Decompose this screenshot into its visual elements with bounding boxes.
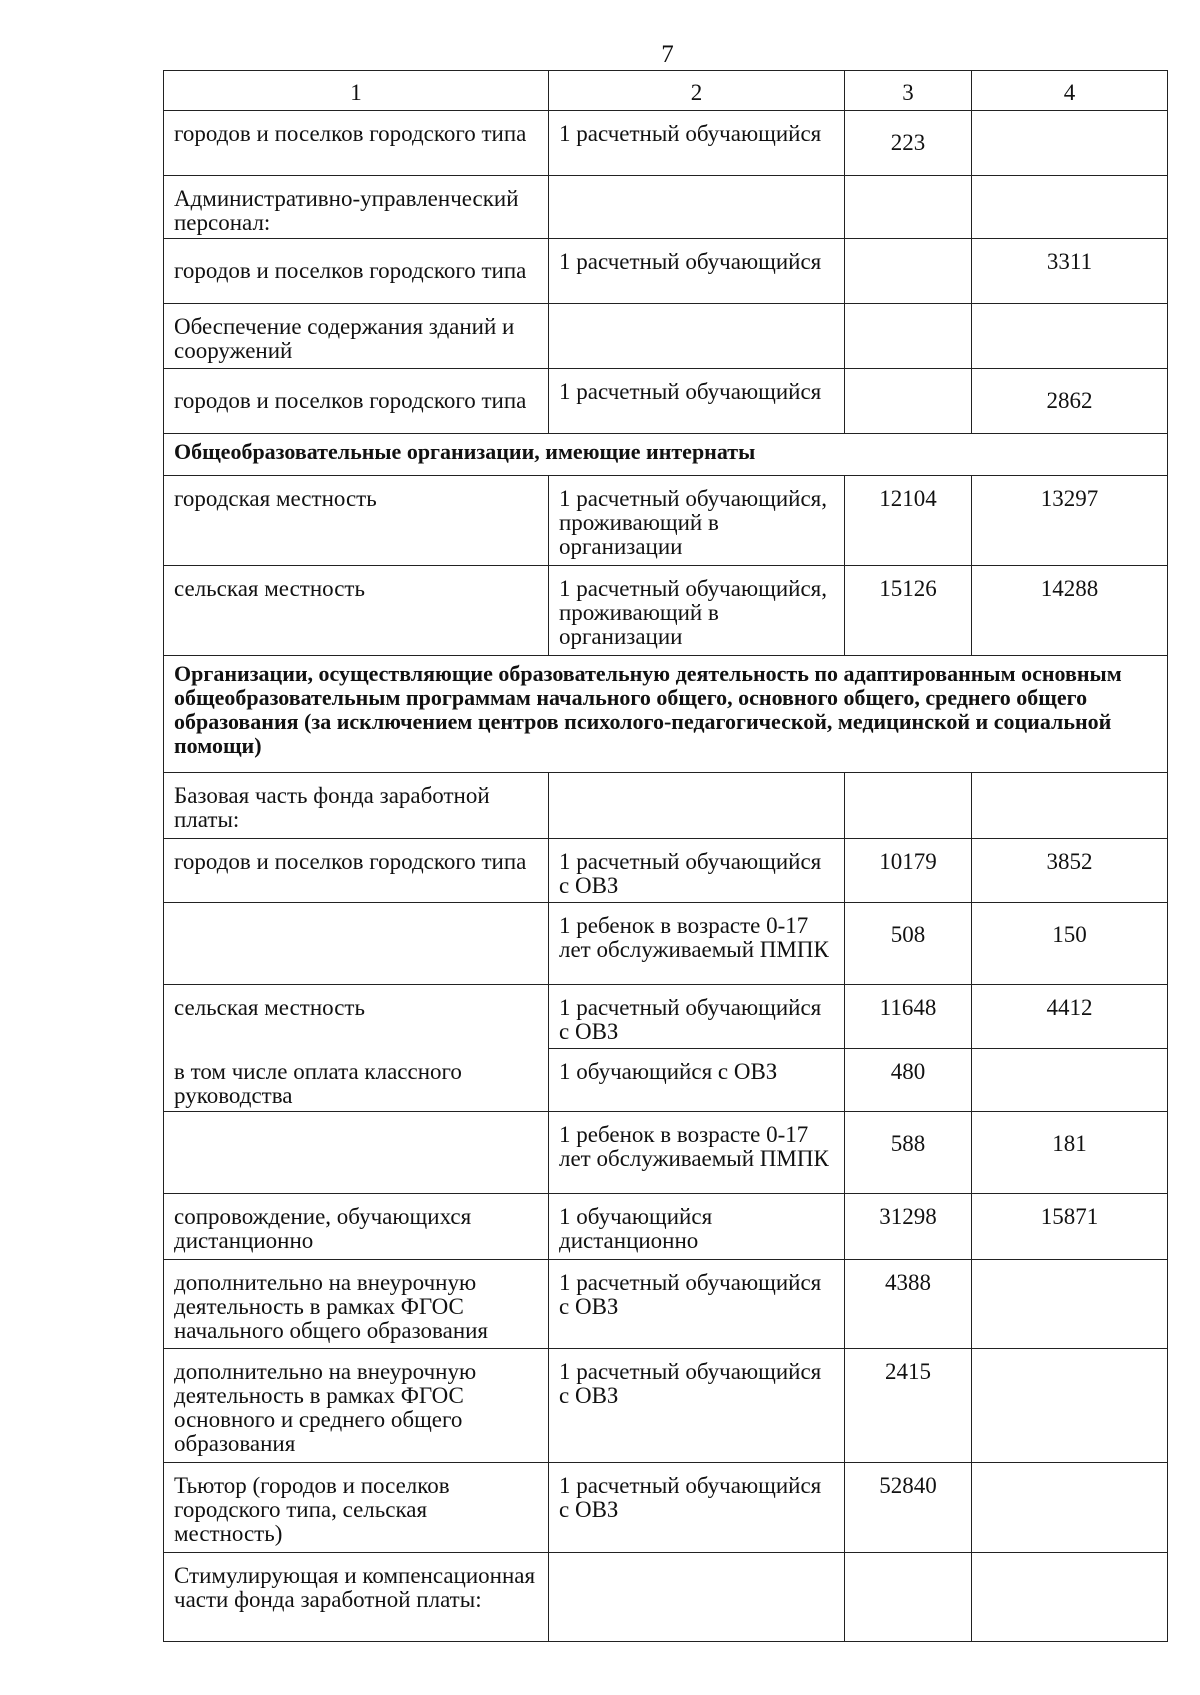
unit-of-measure (549, 176, 845, 239)
row-label (164, 903, 549, 985)
value-col4 (972, 1259, 1168, 1348)
value-col3: 10179 (845, 839, 972, 903)
tariff-table (163, 70, 1168, 1642)
table-row (164, 239, 1168, 304)
row-label: Административно-управленческий персонал: (164, 176, 549, 239)
row-label: сельская местность (164, 985, 549, 1049)
section-heading-row (164, 434, 1168, 476)
value-col3: 2415 (845, 1348, 972, 1462)
value-col4: 150 (972, 903, 1168, 985)
column-header: 2 (549, 71, 845, 111)
value-col3 (845, 369, 972, 434)
row-label: Тьютор (городов и поселков городского типа, сельская местность) (164, 1462, 549, 1552)
unit-of-measure: 1 расчетный обучающийся с ОВЗ (549, 985, 845, 1049)
unit-of-measure (549, 304, 845, 369)
value-col4: 3311 (972, 239, 1168, 304)
value-col4: 14288 (972, 566, 1168, 656)
value-col4: 15871 (972, 1193, 1168, 1259)
section-heading: Общеобразовательные организации, имеющие интернаты (164, 434, 1168, 476)
row-label: городская местность (164, 476, 549, 566)
section-heading: Организации, осуществляющие образовательную деятельность по адаптированным основным общеобразовательным программам начального общего, основного общего, среднего общего образования (за исключением центров психолого-педагогической, медицинской и социальной помощи) (164, 656, 1168, 773)
column-header: 4 (972, 71, 1168, 111)
column-header: 3 (845, 71, 972, 111)
table-row (164, 985, 1168, 1049)
value-col4: 2862 (972, 369, 1168, 434)
value-col3: 508 (845, 903, 972, 985)
section-heading-row (164, 656, 1168, 773)
table-row (164, 1049, 1168, 1112)
unit-of-measure: 1 расчетный обучающийся, проживающий в организации (549, 476, 845, 566)
table-row (164, 903, 1168, 985)
row-label: Базовая часть фонда заработной платы: (164, 773, 549, 839)
row-label: в том числе оплата классного руководства (164, 1049, 549, 1112)
unit-of-measure: 1 расчетный обучающийся (549, 239, 845, 304)
table-row (164, 1348, 1168, 1462)
value-col3: 52840 (845, 1462, 972, 1552)
row-label: городов и поселков городского типа (164, 111, 549, 176)
value-col4 (972, 1348, 1168, 1462)
value-col3: 12104 (845, 476, 972, 566)
table-header-row (164, 71, 1168, 111)
value-col4 (972, 1462, 1168, 1552)
table-row (164, 773, 1168, 839)
table-row (164, 176, 1168, 239)
value-col3: 223 (845, 111, 972, 176)
value-col4: 3852 (972, 839, 1168, 903)
value-col3 (845, 304, 972, 369)
row-label: дополнительно на внеурочную деятельность в рамках ФГОС основного и среднего общего образования (164, 1348, 549, 1462)
row-label: сопровождение, обучающихся дистанционно (164, 1193, 549, 1259)
row-label (164, 1111, 549, 1193)
unit-of-measure: 1 расчетный обучающийся с ОВЗ (549, 839, 845, 903)
page-number: 7 (661, 41, 674, 68)
table-row (164, 1193, 1168, 1259)
value-col3: 4388 (845, 1259, 972, 1348)
table-row (164, 1259, 1168, 1348)
value-col3: 588 (845, 1111, 972, 1193)
value-col4 (972, 1049, 1168, 1112)
unit-of-measure (549, 1552, 845, 1641)
value-col3: 15126 (845, 566, 972, 656)
table-row (164, 476, 1168, 566)
value-col4 (972, 111, 1168, 176)
table-row (164, 304, 1168, 369)
table-row (164, 1552, 1168, 1641)
unit-of-measure: 1 обучающийся с ОВЗ (549, 1049, 845, 1112)
value-col4: 181 (972, 1111, 1168, 1193)
unit-of-measure: 1 расчетный обучающийся с ОВЗ (549, 1462, 845, 1552)
unit-of-measure: 1 расчетный обучающийся (549, 369, 845, 434)
value-col3 (845, 773, 972, 839)
row-label: Обеспечение содержания зданий и сооружений (164, 304, 549, 369)
table-row (164, 369, 1168, 434)
unit-of-measure (549, 773, 845, 839)
unit-of-measure: 1 обучающийся дистанционно (549, 1193, 845, 1259)
value-col3: 31298 (845, 1193, 972, 1259)
table-row (164, 1462, 1168, 1552)
unit-of-measure: 1 расчетный обучающийся с ОВЗ (549, 1259, 845, 1348)
table-row (164, 111, 1168, 176)
column-header: 1 (164, 71, 549, 111)
value-col4 (972, 1552, 1168, 1641)
value-col4: 13297 (972, 476, 1168, 566)
row-label: сельская местность (164, 566, 549, 656)
row-label: городов и поселков городского типа (164, 239, 549, 304)
table-row (164, 1111, 1168, 1193)
unit-of-measure: 1 расчетный обучающийся, проживающий в организации (549, 566, 845, 656)
value-col4 (972, 176, 1168, 239)
unit-of-measure: 1 ребенок в возрасте 0-17 лет обслуживаемый ПМПК (549, 1111, 845, 1193)
value-col3 (845, 239, 972, 304)
value-col4 (972, 304, 1168, 369)
value-col3: 11648 (845, 985, 972, 1049)
row-label: городов и поселков городского типа (164, 369, 549, 434)
row-label: Стимулирующая и компенсационная части фонда заработной платы: (164, 1552, 549, 1641)
value-col4 (972, 773, 1168, 839)
row-label: городов и поселков городского типа (164, 839, 549, 903)
unit-of-measure: 1 расчетный обучающийся (549, 111, 845, 176)
value-col3 (845, 176, 972, 239)
table-row (164, 566, 1168, 656)
table-row (164, 839, 1168, 903)
value-col3 (845, 1552, 972, 1641)
value-col4: 4412 (972, 985, 1168, 1049)
row-label: дополнительно на внеурочную деятельность в рамках ФГОС начального общего образования (164, 1259, 549, 1348)
unit-of-measure: 1 расчетный обучающийся с ОВЗ (549, 1348, 845, 1462)
unit-of-measure: 1 ребенок в возрасте 0-17 лет обслуживаемый ПМПК (549, 903, 845, 985)
value-col3: 480 (845, 1049, 972, 1112)
